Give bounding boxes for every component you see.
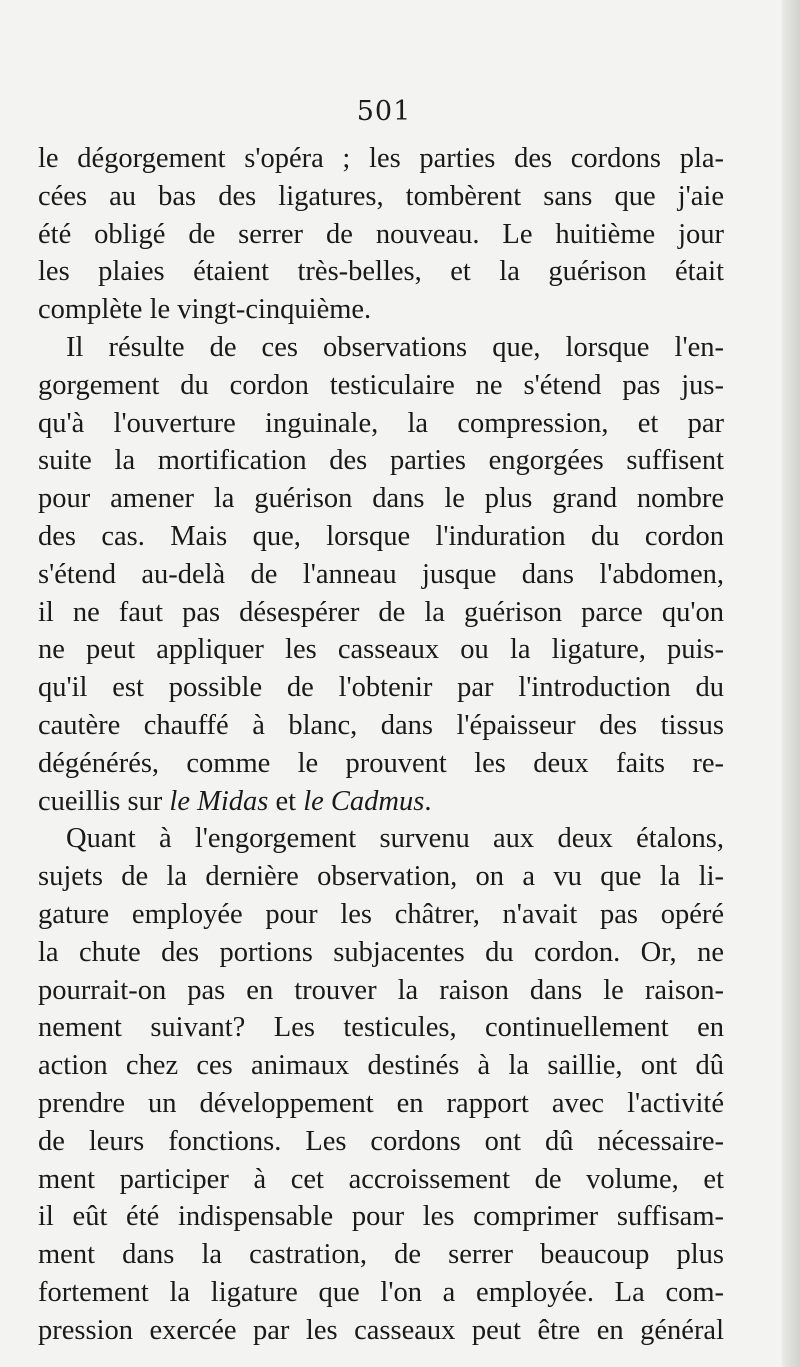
- text-line: ment participer à cet accroissement de volume, et: [38, 1163, 724, 1195]
- text-segment: cueillis sur: [38, 785, 170, 817]
- text-line: gature employée pour les châtrer, n'avait pas opéré: [38, 898, 724, 930]
- text-line: gorgement du cordon testiculaire ne s'étend pas jus-: [38, 369, 724, 401]
- text-line: des cas. Mais que, lorsque l'induration du cordon: [38, 520, 724, 552]
- text-line: le dégorgement s'opéra ; les parties des cordons pla-: [38, 143, 724, 174]
- text-line: complète le vingt-cinquième.: [38, 294, 372, 326]
- text-line: la chute des portions subjacentes du cordon. Or, ne: [38, 936, 724, 968]
- text-line: qu'il est possible de l'obtenir par l'introduction du: [38, 672, 724, 704]
- text-line: s'étend au-delà de l'anneau jusque dans l'abdomen,: [38, 558, 724, 590]
- text-line: cées au bas des ligatures, tombèrent sans que j'aie: [38, 180, 724, 212]
- text-line: cautère chauffé à blanc, dans l'épaisseur des tissus: [38, 709, 724, 741]
- text-segment: et: [268, 785, 304, 817]
- page-number: 501: [356, 96, 412, 127]
- text-line: qu'à l'ouverture inguinale, la compression, et par: [38, 407, 724, 439]
- text-line: suite la mortification des parties engorgées suffisent: [38, 445, 724, 477]
- text-line: les plaies étaient très-belles, et la guérison était: [38, 256, 724, 288]
- text-line: action chez ces animaux destinés à la saillie, ont dû: [38, 1050, 724, 1082]
- text-line: il ne faut pas désespérer de la guérison parce qu'on: [38, 596, 724, 628]
- text-line: été obligé de serrer de nouveau. Le huitième jour: [38, 218, 724, 250]
- text-line: fortement la ligature que l'on a employée. La com-: [38, 1276, 724, 1308]
- ship-name-cadmus: le Cadmus: [303, 785, 425, 817]
- text-line: ne peut appliquer les casseaux ou la ligature, puis-: [38, 634, 724, 666]
- text-line: sujets de la dernière observation, on a vu que la li-: [38, 861, 724, 893]
- text-line: Quant à l'engorgement survenu aux deux étalons,: [66, 823, 724, 855]
- text-line-with-italics: [38, 783, 724, 821]
- text-line: ment dans la castration, de serrer beaucoup plus: [38, 1239, 724, 1271]
- text-line: pour amener la guérison dans le plus grand nombre: [38, 483, 724, 515]
- page-edge-shadow: [782, 0, 800, 1367]
- text-line: nement suivant? Les testicules, continuellement en: [38, 1012, 724, 1044]
- text-line: prendre un développement en rapport avec l'activité: [38, 1087, 724, 1119]
- body-text: [38, 140, 724, 1350]
- text-line: dégénérés, comme le prouvent les deux faits re-: [38, 747, 724, 779]
- text-segment: .: [424, 785, 432, 817]
- text-line: de leurs fonctions. Les cordons ont dû nécessaire-: [38, 1125, 724, 1157]
- text-line: pourrait-on pas en trouver la raison dans le raison-: [38, 974, 724, 1006]
- ship-name-midas: le Midas: [169, 785, 269, 817]
- text-line: il eût été indispensable pour les comprimer suffisam-: [38, 1201, 724, 1233]
- text-line: pression exercée par les casseaux peut être en général: [38, 1314, 724, 1346]
- text-line: Il résulte de ces observations que, lorsque l'en-: [66, 331, 724, 363]
